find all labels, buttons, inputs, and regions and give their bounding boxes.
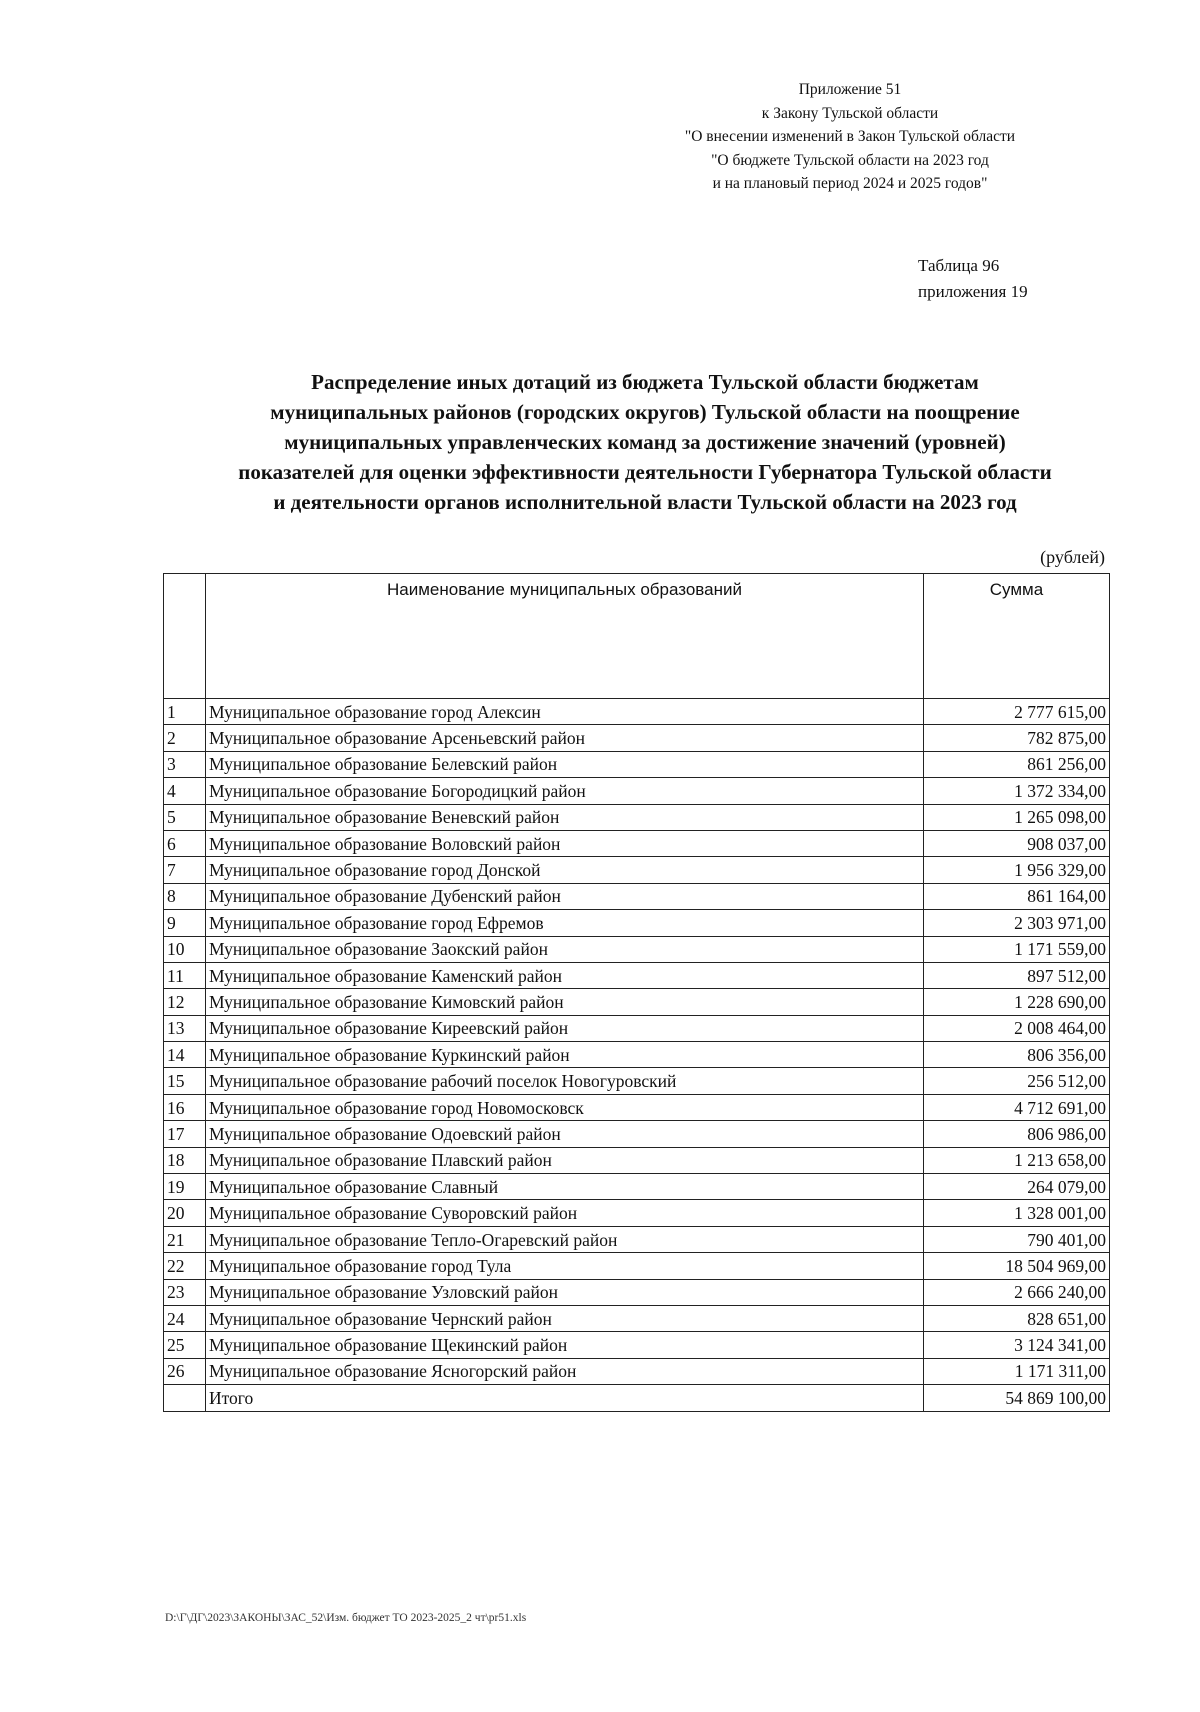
amount-value: 256 512,00: [924, 1068, 1110, 1094]
total-row: [164, 1385, 1110, 1411]
row-number: 12: [164, 989, 206, 1015]
appendix-line: к Закону Тульской области: [761, 104, 939, 122]
appendix-line: "О внесении изменений в Закон Тульской области: [684, 128, 1016, 145]
table-row: [164, 910, 1110, 936]
amount-value: 264 079,00: [924, 1174, 1110, 1200]
table-row: [164, 699, 1110, 725]
municipality-name: Муниципальное образование Тепло-Огаревский район: [206, 1226, 924, 1252]
row-number: 2: [164, 725, 206, 751]
file-path: D:\Г\ДГ\2023\ЗАКОНЫ\ЗАС_52\Изм. бюджет ТО 2023-2025_2 чт\pr51.xls: [165, 1612, 527, 1624]
row-number: 16: [164, 1094, 206, 1120]
row-number: 11: [164, 962, 206, 988]
amount-value: 18 504 969,00: [924, 1253, 1110, 1279]
table-row: [164, 1358, 1110, 1384]
table-row: [164, 1147, 1110, 1173]
table-body: [164, 699, 1110, 1412]
municipality-name: Муниципальное образование Узловский район: [206, 1279, 924, 1305]
table-row: [164, 751, 1110, 777]
municipality-name: Муниципальное образование рабочий поселок Новогуровский: [206, 1068, 924, 1094]
units-label: (рублей): [1040, 547, 1105, 567]
municipality-name: Муниципальное образование Веневский район: [206, 804, 924, 830]
table-row: [164, 1253, 1110, 1279]
amount-value: 1 171 311,00: [924, 1358, 1110, 1384]
row-number: 5: [164, 804, 206, 830]
table-row: [164, 1305, 1110, 1331]
row-number: 6: [164, 830, 206, 856]
municipality-name: Муниципальное образование Белевский район: [206, 751, 924, 777]
municipality-name: Муниципальное образование Кимовский район: [206, 989, 924, 1015]
header-sum: Сумма: [924, 574, 1110, 699]
table-row: [164, 1200, 1110, 1226]
total-amount: 54 869 100,00: [924, 1385, 1110, 1411]
page-title: [150, 367, 1140, 517]
municipality-name: Муниципальное образование Заокский район: [206, 936, 924, 962]
amount-value: 828 651,00: [924, 1305, 1110, 1331]
row-number: 20: [164, 1200, 206, 1226]
municipality-name: Муниципальное образование Славный: [206, 1174, 924, 1200]
row-number: 9: [164, 910, 206, 936]
row-number: 4: [164, 778, 206, 804]
title-line: муниципальных управленческих команд за достижение значений (уровней): [284, 430, 1006, 454]
total-number: [164, 1385, 206, 1411]
municipality-name: Муниципальное образование Богородицкий район: [206, 778, 924, 804]
municipality-name: Муниципальное образование Чернский район: [206, 1305, 924, 1331]
appendix-line: Приложение 51: [798, 81, 902, 98]
amount-value: 790 401,00: [924, 1226, 1110, 1252]
row-number: 25: [164, 1332, 206, 1358]
row-number: 24: [164, 1305, 206, 1331]
header-name: Наименование муниципальных образований: [206, 574, 924, 699]
municipality-name: Муниципальное образование Куркинский район: [206, 1042, 924, 1068]
appendix-reference: приложения 19: [918, 282, 1028, 301]
amount-value: 1 372 334,00: [924, 778, 1110, 804]
municipality-name: Муниципальное образование город Ефремов: [206, 910, 924, 936]
amount-value: 806 356,00: [924, 1042, 1110, 1068]
table-row: [164, 1094, 1110, 1120]
amount-value: 908 037,00: [924, 830, 1110, 856]
amount-value: 1 228 690,00: [924, 989, 1110, 1015]
table-row: [164, 857, 1110, 883]
municipality-name: Муниципальное образование Ясногорский район: [206, 1358, 924, 1384]
amount-value: 2 666 240,00: [924, 1279, 1110, 1305]
table-row: [164, 962, 1110, 988]
amount-value: 782 875,00: [924, 725, 1110, 751]
municipality-name: Муниципальное образование город Новомосковск: [206, 1094, 924, 1120]
row-number: 1: [164, 699, 206, 725]
row-number: 8: [164, 883, 206, 909]
table-row: [164, 1068, 1110, 1094]
header-number: [164, 574, 206, 699]
table-row: [164, 1332, 1110, 1358]
table-row: [164, 1042, 1110, 1068]
total-label: Итого: [206, 1385, 924, 1411]
appendix-line: и на плановый период 2024 и 2025 годов": [712, 175, 988, 192]
municipality-name: Муниципальное образование город Алексин: [206, 699, 924, 725]
table-row: [164, 1279, 1110, 1305]
amount-value: 2 008 464,00: [924, 1015, 1110, 1041]
row-number: 19: [164, 1174, 206, 1200]
row-number: 10: [164, 936, 206, 962]
row-number: 13: [164, 1015, 206, 1041]
amount-value: 2 303 971,00: [924, 910, 1110, 936]
row-number: 23: [164, 1279, 206, 1305]
title-line: Распределение иных дотаций из бюджета Тульской области бюджетам: [311, 370, 979, 394]
municipality-name: Муниципальное образование Плавский район: [206, 1147, 924, 1173]
table-row: [164, 1015, 1110, 1041]
row-number: 17: [164, 1121, 206, 1147]
municipality-name: Муниципальное образование Одоевский район: [206, 1121, 924, 1147]
municipality-name: Муниципальное образование Каменский район: [206, 962, 924, 988]
table-row: [164, 1226, 1110, 1252]
municipality-name: Муниципальное образование Киреевский район: [206, 1015, 924, 1041]
municipality-name: Муниципальное образование Дубенский район: [206, 883, 924, 909]
table-header-row: [164, 574, 1110, 699]
amount-value: 861 164,00: [924, 883, 1110, 909]
table-row: [164, 936, 1110, 962]
municipality-name: Муниципальное образование город Тула: [206, 1253, 924, 1279]
amount-value: 897 512,00: [924, 962, 1110, 988]
amount-value: 1 171 559,00: [924, 936, 1110, 962]
table-number: Таблица 96: [918, 256, 1000, 275]
table-reference: [918, 253, 1028, 305]
amount-value: 1 265 098,00: [924, 804, 1110, 830]
appendix-line: "О бюджете Тульской области на 2023 год: [711, 151, 989, 169]
municipality-name: Муниципальное образование Суворовский район: [206, 1200, 924, 1226]
municipality-name: Муниципальное образование город Донской: [206, 857, 924, 883]
table-row: [164, 1121, 1110, 1147]
row-number: 22: [164, 1253, 206, 1279]
row-number: 15: [164, 1068, 206, 1094]
table-row: [164, 778, 1110, 804]
table-row: [164, 725, 1110, 751]
row-number: 26: [164, 1358, 206, 1384]
amount-value: 4 712 691,00: [924, 1094, 1110, 1120]
table-row: [164, 830, 1110, 856]
municipality-name: Муниципальное образование Арсеньевский район: [206, 725, 924, 751]
table-row: [164, 989, 1110, 1015]
amount-value: 861 256,00: [924, 751, 1110, 777]
row-number: 3: [164, 751, 206, 777]
municipality-name: Муниципальное образование Щекинский район: [206, 1332, 924, 1358]
table-row: [164, 804, 1110, 830]
distribution-table: [163, 573, 1110, 1412]
amount-value: 1 328 001,00: [924, 1200, 1110, 1226]
row-number: 18: [164, 1147, 206, 1173]
title-line: и деятельности органов исполнительной власти Тульской области на 2023 год: [273, 490, 1017, 514]
amount-value: 1 213 658,00: [924, 1147, 1110, 1173]
amount-value: 1 956 329,00: [924, 857, 1110, 883]
appendix-header: [600, 78, 1100, 196]
amount-value: 2 777 615,00: [924, 699, 1110, 725]
table-row: [164, 883, 1110, 909]
amount-value: 3 124 341,00: [924, 1332, 1110, 1358]
title-line: муниципальных районов (городских округов) Тульской области на поощрение: [270, 400, 1020, 424]
table-row: [164, 1174, 1110, 1200]
row-number: 21: [164, 1226, 206, 1252]
amount-value: 806 986,00: [924, 1121, 1110, 1147]
municipality-name: Муниципальное образование Воловский район: [206, 830, 924, 856]
title-line: показателей для оценки эффективности деятельности Губернатора Тульской области: [238, 460, 1052, 484]
row-number: 14: [164, 1042, 206, 1068]
row-number: 7: [164, 857, 206, 883]
